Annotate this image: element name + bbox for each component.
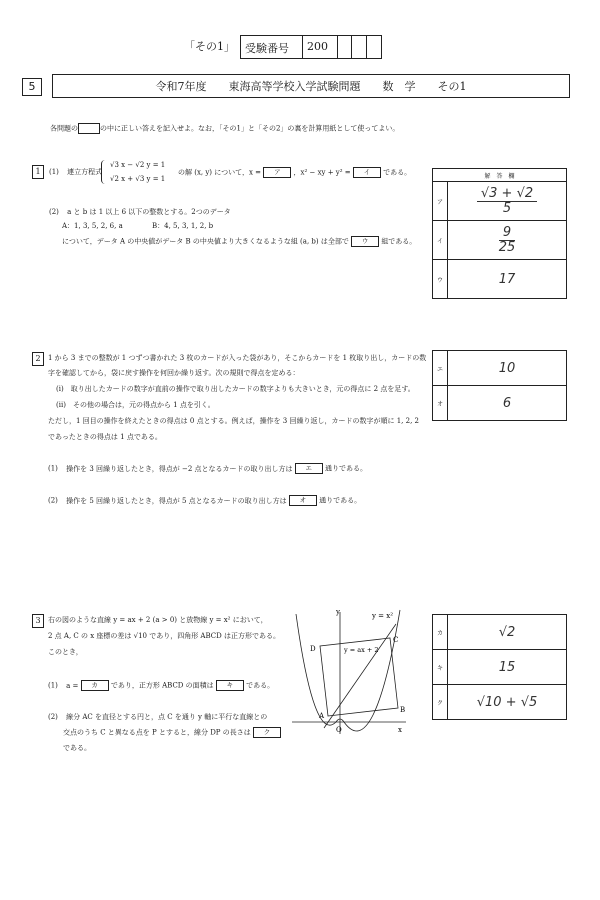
answer-row-ka — [433, 615, 567, 650]
exam-number-value[interactable]: 200 — [307, 40, 328, 53]
origin-label: O — [336, 726, 342, 734]
question-3-number: 3 — [32, 614, 44, 628]
q1-p2-label: (2) — [49, 208, 59, 216]
q2-p2-text: 操作を 5 回繰り返したとき，得点が 5 点となるカードの取り出し方は — [66, 496, 287, 505]
fraction-i — [499, 226, 516, 255]
q1-p1-label: (1) — [49, 168, 59, 176]
answer-value-e[interactable]: 10 — [448, 351, 567, 386]
q1-p2-line1: a と b は 1 以上 6 以下の整数とする。2つのデータ — [67, 208, 231, 216]
q1-part2-line3 — [62, 236, 416, 247]
q2-line1: 1 から 3 までの整数が 1 つずつ書かれた 3 枚のカードが入った袋があり，そこからカードを 1 枚取り出し，カードの数 — [48, 354, 427, 362]
answer-label-ki: キ — [433, 650, 448, 685]
q1-data-b: B：4, 5, 3, 1, 2, b — [152, 222, 214, 230]
q2-p1-label: (1) — [48, 464, 58, 473]
fraction-a-denominator: 5 — [502, 200, 512, 216]
exam-title-box — [52, 74, 570, 98]
q3-part1 — [48, 680, 274, 691]
answer-value-o[interactable]: 6 — [448, 386, 567, 421]
point-b-label: B — [400, 706, 406, 714]
q1-p1-mid2: ，x² − xy + y² = — [293, 168, 351, 177]
answer-label-ka: カ — [433, 615, 448, 650]
answer-table-2 — [432, 350, 567, 421]
answer-row-ku — [433, 685, 567, 720]
exam-title: 令和7年度 東海高等学校入学試験問題 数 学 その1 — [155, 80, 467, 93]
answer-value-u[interactable]: 17 — [448, 260, 567, 299]
q3-part2-line2 — [63, 727, 281, 738]
answer-table-1 — [432, 168, 567, 299]
answer-row-e — [433, 351, 567, 386]
answer-row-ki — [433, 650, 567, 685]
answer-label-u: ウ — [433, 260, 448, 299]
parabola-curve — [296, 610, 400, 731]
q1-p2-line3: について，データ A の中央値がデータ B の中央値より大きくなるような組 (a, b) は全部で — [62, 237, 349, 246]
q3-p2-line2: 交点のうち C と異なる点を P とすると，線分 DP の長さは — [63, 728, 251, 737]
answer-value-i[interactable] — [448, 221, 567, 260]
section-number-text: 5 — [28, 80, 36, 93]
point-c-label: C — [393, 636, 399, 644]
q3-line2: 2 点 A, C の x 座標の差は √10 であり，四角形 ABCD は正方形である。 — [48, 632, 280, 640]
curve-label: y = x² — [372, 612, 394, 620]
q2-part1 — [48, 463, 367, 474]
q1-part1 — [49, 167, 102, 177]
q3-p2-line1: 線分 AC を直径とする円と，点 C を通り y 軸に平行な直線との — [66, 713, 268, 721]
q1-p1-end: である。 — [383, 168, 412, 177]
answer-label-ku: ク — [433, 685, 448, 720]
answer-row-o — [433, 386, 567, 421]
part-label: 「その1」 — [184, 40, 235, 53]
q3-p1-label: (1) — [48, 681, 58, 690]
answer-value-ku[interactable]: √10 + √5 — [448, 685, 567, 720]
q3-p1-a: a = — [66, 681, 79, 690]
q2-line2: 字を確認してから，袋に戻す操作を何回か繰り返す。次の規則で得点を定める： — [48, 369, 300, 377]
q2-rule2: (ii) その他の場合は，元の得点から 1 点を引く。 — [56, 401, 215, 409]
answer-value-a[interactable] — [448, 182, 567, 221]
point-a-label: A — [319, 712, 325, 720]
question-1-number: 1 — [32, 165, 44, 179]
system-brace — [101, 160, 108, 184]
x-axis-label: x — [398, 726, 402, 734]
answer-table-header: 解 答 欄 — [433, 169, 567, 182]
q1-p1-mid: の解 (x, y) について，x = — [178, 168, 262, 177]
y-axis-label: y — [336, 608, 340, 616]
exam-number-cell — [366, 36, 367, 58]
q3-p1-mid: であり，正方形 ABCD の面積は — [110, 681, 214, 690]
exam-number-box — [240, 35, 382, 59]
answer-box-u[interactable]: ウ — [351, 236, 379, 247]
q3-p1-end: である。 — [246, 681, 275, 690]
q1-p2-end: 組である。 — [381, 237, 417, 246]
q3-part2-line3: である。 — [63, 744, 91, 752]
fraction-a — [477, 187, 537, 216]
exam-number-divider — [302, 36, 303, 58]
answer-label-o: オ — [433, 386, 448, 421]
instructions-after: の中に正しい答えを記入せよ。なお，「その1」と「その2」の裏を計算用紙として使ってよい。 — [100, 124, 400, 133]
q2-rule1: (i) 取り出したカードの数字が直前の操作で取り出したカードの数字よりも大きいとき，元の得点に 2 点を足す。 — [56, 385, 415, 393]
answer-box-e[interactable]: エ — [295, 463, 323, 474]
answer-box-i[interactable]: イ — [353, 167, 381, 178]
q1-part2-line1 — [49, 207, 231, 217]
q1-p1-intro: 連立方程式 — [67, 168, 103, 176]
fraction-i-numerator: 9 — [499, 226, 516, 241]
q3-p2-label: (2) — [48, 713, 58, 721]
answer-table-header-row — [433, 169, 567, 182]
point-d-label: D — [310, 645, 316, 653]
exam-number-label: 受験番号 — [245, 42, 289, 55]
answer-value-ki[interactable]: 15 — [448, 650, 567, 685]
answer-label-a: ア — [433, 182, 448, 221]
line-label: y = ax + 2 — [344, 646, 379, 654]
answer-label-e: エ — [433, 351, 448, 386]
fraction-i-denominator: 25 — [498, 239, 516, 255]
section-number — [22, 78, 42, 96]
answer-value-ka[interactable]: √2 — [448, 615, 567, 650]
exam-number-cell — [337, 36, 338, 58]
q3-part2-line1 — [48, 712, 267, 722]
answer-box-ka[interactable]: カ — [81, 680, 109, 691]
q2-p1-text: 操作を 3 回繰り返したとき，得点が −2 点となるカードの取り出し方は — [66, 464, 293, 473]
answer-box-o[interactable]: オ — [289, 495, 317, 506]
figure-parabola-square — [284, 604, 414, 736]
answer-box-a[interactable]: ア — [263, 167, 291, 178]
q2-p2-label: (2) — [48, 496, 58, 505]
answer-blank-sample — [78, 123, 100, 134]
question-2-number: 2 — [32, 352, 44, 366]
equation-1: √3 x − √2 y = 1 — [110, 161, 166, 169]
q2-line3: ただし，1 回目の操作を終えたときの得点は 0 点とする。例えば，操作を 3 回繰り返し，カードの数字が順に 1, 2, 2 — [48, 417, 419, 425]
answer-row-i — [433, 221, 567, 260]
q3-line1: 右の図のような直線 y = ax + 2 (a > 0) と放物線 y = x² において， — [48, 616, 268, 624]
answer-box-ku[interactable]: ク — [253, 727, 281, 738]
answer-box-ki[interactable]: キ — [216, 680, 244, 691]
equation-2: √2 x + √3 y = 1 — [110, 175, 166, 183]
q2-line4: であったときの得点は 1 点である。 — [48, 433, 162, 441]
instructions — [50, 123, 399, 134]
q1-p1-rest — [178, 167, 411, 178]
answer-row-u — [433, 260, 567, 299]
fraction-a-numerator: √3 + √2 — [477, 187, 537, 202]
answer-label-i: イ — [433, 221, 448, 260]
q2-part2 — [48, 495, 361, 506]
exam-number-cell — [351, 36, 352, 58]
q3-line3: このとき， — [48, 648, 83, 656]
q1-data-a: A：1, 3, 5, 2, 6, a — [62, 222, 123, 230]
q2-p2-end: 通りである。 — [319, 496, 362, 505]
instructions-before: 各問題の — [50, 124, 78, 133]
q2-p1-end: 通りである。 — [325, 464, 368, 473]
answer-row-a — [433, 182, 567, 221]
answer-table-3 — [432, 614, 567, 720]
